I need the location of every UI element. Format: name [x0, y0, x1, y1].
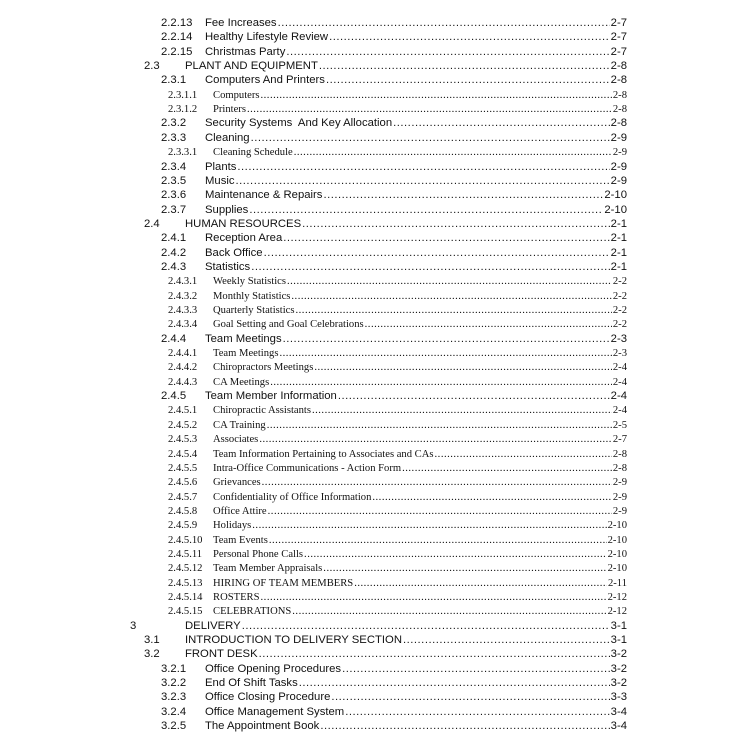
- toc-entry-number: 2.4.5.14: [168, 592, 203, 603]
- toc-entry-number: 2.2.14: [161, 31, 193, 44]
- toc-entry[interactable]: [168, 576, 627, 590]
- toc-entry-title: Plants: [205, 160, 237, 173]
- toc-entry-title: Computers: [213, 89, 260, 101]
- toc-entry-page: 2-9: [610, 174, 627, 187]
- toc-entry-number: 2.4.5.6: [168, 477, 198, 489]
- toc-entry-title: Office Opening Procedures: [205, 662, 342, 675]
- toc-entry-number: 2.4.5.1: [168, 405, 198, 417]
- toc-entry-number: 2.4.5.4: [168, 448, 198, 460]
- dot-leader: [402, 462, 612, 475]
- dot-leader: [237, 161, 609, 174]
- toc-entry-number: 2.4.1: [161, 232, 187, 245]
- toc-entry[interactable]: [161, 73, 627, 87]
- toc-entry-title: Grievances: [213, 477, 261, 489]
- toc-entry[interactable]: [168, 475, 627, 489]
- toc-entry-page: 2-10: [604, 203, 627, 216]
- toc-entry-title: Team Events: [213, 534, 268, 546]
- toc-entry-page: 3-2: [610, 648, 627, 661]
- toc-entry-number: 2.4.4: [161, 332, 187, 345]
- toc-entry[interactable]: [161, 131, 627, 145]
- toc-entry-page: 2-10: [607, 548, 627, 560]
- toc-entry[interactable]: [168, 533, 627, 547]
- toc-entry[interactable]: [168, 461, 627, 475]
- toc-entry-title: Quarterly Statistics: [213, 305, 295, 316]
- toc-entry-title: Christmas Party: [205, 45, 286, 58]
- toc-entry[interactable]: [161, 690, 627, 704]
- toc-entry-number: 2.4.5.13: [168, 577, 203, 589]
- toc-entry-page: 3-1: [610, 634, 627, 647]
- toc-entry-title: Confidentiality of Office Information: [213, 491, 372, 503]
- toc-entry[interactable]: [161, 260, 627, 274]
- toc-entry-page: 3-2: [610, 677, 627, 690]
- toc-entry-number: 3.2.4: [161, 705, 187, 718]
- dot-leader: [294, 146, 612, 159]
- toc-entry[interactable]: [161, 160, 627, 174]
- toc-entry-title: Healthy Lifestyle Review: [205, 31, 329, 44]
- toc-entry[interactable]: [168, 604, 627, 618]
- toc-entry-page: 2-5: [612, 419, 627, 431]
- toc-entry[interactable]: [161, 116, 627, 130]
- toc-entry-page: 2-3: [612, 348, 627, 360]
- dot-leader: [259, 433, 612, 446]
- toc-entry-number: 2.4.5.8: [168, 505, 198, 517]
- dot-leader: [365, 318, 612, 331]
- dot-leader: [319, 60, 610, 73]
- toc-entry-title: Reception Area: [205, 232, 283, 245]
- toc-entry-number: 2.4.5.9: [168, 520, 198, 532]
- dot-leader: [264, 247, 610, 260]
- toc-entry[interactable]: [168, 303, 627, 317]
- toc-entry-page: 2-7: [610, 17, 627, 29]
- toc-entry-number: 2.3.1.2: [168, 104, 198, 116]
- dot-leader: [283, 232, 609, 245]
- dot-leader: [435, 448, 612, 461]
- toc-entry-page: 2-9: [612, 147, 627, 159]
- toc-entry-page: 3-3: [610, 691, 627, 704]
- toc-entry[interactable]: [161, 705, 627, 719]
- dot-leader: [302, 218, 610, 231]
- toc-entry-title: FRONT DESK: [185, 648, 258, 661]
- toc-entry[interactable]: [161, 389, 627, 403]
- toc-entry-page: 2-8: [612, 448, 627, 460]
- toc-entry[interactable]: [168, 145, 627, 159]
- dot-leader: [403, 634, 610, 647]
- dot-leader: [314, 361, 612, 374]
- toc-entry-title: Team Information Pertaining to Associates and CAs: [213, 448, 434, 460]
- toc-entry-title: Chiropractic Assistants: [213, 405, 311, 417]
- toc-entry-title: Office Attire: [213, 505, 267, 517]
- toc-entry-number: 2.3.3.1: [168, 147, 198, 159]
- toc-entry-title: Team Meetings: [213, 348, 279, 360]
- toc-entry-number: 3.2.2: [161, 677, 187, 690]
- dot-leader: [323, 562, 606, 575]
- toc-entry-number: 3.2: [144, 648, 160, 661]
- toc-entry-page: 2-8: [612, 462, 627, 474]
- toc-entry-title: DELIVERY: [185, 619, 241, 632]
- dot-leader: [279, 347, 611, 360]
- toc-entry-title: CA Training: [213, 419, 266, 431]
- dot-leader: [323, 189, 603, 202]
- toc-entry[interactable]: [161, 662, 627, 676]
- toc-entry-title: ROSTERS: [213, 592, 260, 603]
- toc-entry-page: 2-4: [612, 405, 627, 417]
- toc-entry-number: 3.1: [144, 634, 160, 647]
- toc-entry-title: Goal Setting and Goal Celebrations: [213, 319, 364, 331]
- toc-entry-page: 2-8: [610, 60, 627, 73]
- dot-leader: [262, 476, 612, 489]
- toc-entry[interactable]: [168, 317, 627, 331]
- toc-entry-title: HIRING OF TEAM MEMBERS: [213, 577, 354, 589]
- toc-entry-page: 2-4: [610, 390, 627, 403]
- toc-entry[interactable]: [168, 102, 627, 116]
- dot-leader: [267, 419, 612, 432]
- toc-entry[interactable]: [144, 633, 627, 647]
- dot-leader: [345, 706, 609, 719]
- dot-leader: [304, 548, 607, 561]
- dot-leader: [354, 577, 607, 590]
- toc-entry[interactable]: [168, 289, 627, 303]
- dot-leader: [287, 275, 612, 288]
- toc-entry[interactable]: [168, 590, 627, 604]
- toc-entry-page: 2-9: [610, 160, 627, 173]
- toc-entry[interactable]: [161, 203, 627, 217]
- toc-entry-page: 2-2: [612, 276, 627, 288]
- toc-entry-number: 2.4.5.15: [168, 606, 203, 618]
- toc-entry[interactable]: [161, 45, 627, 59]
- dot-leader: [372, 491, 612, 504]
- toc-entry-page: 3-2: [610, 662, 627, 675]
- toc-entry-number: 2.2.13: [161, 17, 193, 29]
- dot-leader: [236, 175, 610, 188]
- toc-entry[interactable]: [144, 217, 627, 231]
- toc-entry[interactable]: [168, 518, 627, 532]
- toc-entry[interactable]: [168, 346, 627, 360]
- toc-entry-number: 2.3.1: [161, 74, 187, 87]
- toc-entry-page: 2-10: [607, 534, 627, 546]
- dot-leader: [299, 677, 610, 690]
- dot-leader: [252, 519, 606, 532]
- toc-entry-page: 2-4: [612, 376, 627, 388]
- toc-entry-number: 2.2.15: [161, 45, 193, 58]
- toc-entry-page: 2-8: [610, 74, 627, 87]
- toc-entry-number: 2.3.1.1: [168, 89, 198, 101]
- toc-entry[interactable]: [161, 30, 627, 44]
- toc-entry-page: 2-9: [612, 505, 627, 517]
- toc-entry-title: Printers: [213, 104, 246, 116]
- toc-entry-page: 2-9: [612, 491, 627, 503]
- toc-entry-title: Personal Phone Calls: [213, 548, 304, 560]
- toc-entry-number: 2.4.4.3: [168, 376, 198, 388]
- toc-entry-page: 2-8: [610, 117, 627, 130]
- toc-entry-title: CA Meetings: [213, 376, 270, 388]
- toc-entry[interactable]: [161, 231, 627, 245]
- toc-entry-page: 3-4: [610, 720, 627, 733]
- toc-entry-page: 2-2: [612, 305, 627, 316]
- toc-entry-number: 3: [130, 619, 137, 632]
- toc-entry-number: 2.4.2: [161, 246, 187, 259]
- toc-entry-number: 2.4.5.7: [168, 491, 198, 503]
- dot-leader: [283, 333, 610, 346]
- toc-entry-page: 2-12: [607, 606, 627, 618]
- dot-leader: [261, 591, 607, 604]
- toc-entry-page: 2-2: [612, 319, 627, 331]
- toc-entry-title: Computers And Printers: [205, 74, 325, 87]
- dot-leader: [247, 103, 612, 116]
- toc-entry-page: 2-9: [610, 131, 627, 144]
- toc-entry-number: 2.4.5.10: [168, 534, 203, 546]
- toc-entry[interactable]: [161, 719, 627, 733]
- toc-entry-page: 2-7: [610, 45, 627, 58]
- toc-entry-title: Intra-Office Communications - Action Form: [213, 462, 402, 474]
- toc-entry-title: Supplies: [205, 203, 249, 216]
- dot-leader: [331, 691, 609, 704]
- toc-entry-page: 3-1: [610, 619, 627, 632]
- toc-entry-title: Office Closing Procedure: [205, 691, 331, 704]
- toc-entry-title: Team Meetings: [205, 332, 282, 345]
- dot-leader: [312, 404, 612, 417]
- toc-entry-page: 2-10: [604, 189, 627, 202]
- toc-entry-number: 2.4.5.3: [168, 434, 198, 446]
- toc-entry-title: PLANT AND EQUIPMENT: [185, 60, 318, 73]
- toc-entry[interactable]: [168, 88, 627, 102]
- toc-entry-number: 2.4.3.3: [168, 305, 198, 316]
- toc-entry-page: 2-3: [610, 332, 627, 345]
- toc-entry[interactable]: [168, 547, 627, 561]
- toc-entry-title: Associates: [213, 434, 259, 446]
- toc-entry-number: 2.3.4: [161, 160, 187, 173]
- dot-leader: [326, 74, 610, 87]
- toc-entry-page: 2-7: [612, 434, 627, 446]
- toc-entry[interactable]: [161, 188, 627, 202]
- toc-entry[interactable]: [168, 561, 627, 575]
- dot-leader: [278, 17, 610, 30]
- toc-entry[interactable]: [168, 403, 627, 417]
- toc-entry-title: Team Member Information: [205, 390, 337, 403]
- dot-leader: [259, 648, 610, 661]
- dot-leader: [296, 304, 612, 317]
- toc-entry-page: 2-1: [610, 246, 627, 259]
- toc-entry[interactable]: [168, 418, 627, 432]
- toc-entry[interactable]: [161, 676, 627, 690]
- dot-leader: [338, 390, 610, 403]
- toc-entry-title: Music: [205, 174, 235, 187]
- toc-entry-page: 2-1: [610, 217, 627, 230]
- toc-entry-number: 2.4.3.1: [168, 276, 198, 288]
- toc-entry-number: 2.3: [144, 60, 160, 73]
- toc-entry[interactable]: [144, 647, 627, 661]
- toc-entry-title: Security Systems And Key Allocation: [205, 117, 393, 130]
- dot-leader: [286, 46, 609, 59]
- toc-entry-title: Cleaning Schedule: [213, 147, 293, 159]
- toc-entry-number: 3.2.3: [161, 691, 187, 704]
- toc-entry-title: Cleaning: [205, 131, 250, 144]
- toc-entry-title: Fee Increases: [205, 17, 277, 29]
- toc-entry-title: Statistics: [205, 260, 251, 273]
- toc-entry[interactable]: [168, 375, 627, 389]
- toc-entry-number: 2.4.5: [161, 390, 187, 403]
- toc-entry[interactable]: [161, 246, 627, 260]
- toc-entry-page: 2-10: [607, 563, 627, 575]
- toc-entry-number: 2.4: [144, 217, 160, 230]
- toc-entry-number: 2.3.5: [161, 174, 187, 187]
- toc-entry-number: 2.4.3.2: [168, 290, 198, 302]
- toc-entry[interactable]: [161, 332, 627, 346]
- toc-entry[interactable]: [168, 432, 627, 446]
- toc-entry-title: Holidays: [213, 520, 252, 532]
- toc-entry[interactable]: [168, 360, 627, 374]
- toc-entry-number: 2.4.5.5: [168, 462, 198, 474]
- toc-entry-number: 3.2.1: [161, 662, 187, 675]
- toc-entry-title: Weekly Statistics: [213, 276, 286, 288]
- toc-entry-page: 2-8: [612, 89, 627, 101]
- toc-entry-page: 2-9: [612, 477, 627, 489]
- toc-entry-page: 2-8: [612, 104, 627, 116]
- toc-entry-number: 2.4.5.12: [168, 563, 203, 575]
- toc-entry-number: 2.4.4.1: [168, 348, 198, 360]
- toc-entry[interactable]: [168, 274, 627, 288]
- toc-entry-title: Monthly Statistics: [213, 290, 291, 302]
- toc-entry[interactable]: [130, 619, 627, 633]
- dot-leader: [249, 204, 603, 217]
- toc-entry-title: Office Management System: [205, 705, 345, 718]
- toc-entry[interactable]: [168, 490, 627, 504]
- dot-leader: [320, 720, 609, 733]
- toc-entry[interactable]: [161, 174, 627, 188]
- dot-leader: [242, 620, 610, 633]
- toc-entry-page: 2-1: [610, 232, 627, 245]
- toc-entry[interactable]: [161, 16, 627, 30]
- dot-leader: [268, 505, 612, 518]
- dot-leader: [269, 534, 607, 547]
- toc-entry-number: 2.3.3: [161, 131, 187, 144]
- dot-leader: [251, 132, 610, 145]
- toc-entry-title: Team Member Appraisals: [213, 563, 323, 575]
- toc-entry-title: End Of Shift Tasks: [205, 677, 298, 690]
- toc-entry-number: 3.2.5: [161, 720, 187, 733]
- dot-leader: [342, 663, 610, 676]
- dot-leader: [251, 261, 609, 274]
- toc-entry[interactable]: [168, 447, 627, 461]
- toc-entry[interactable]: [168, 504, 627, 518]
- toc-entry-title: CELEBRATIONS: [213, 606, 292, 618]
- dot-leader: [292, 605, 606, 618]
- toc-entry-title: INTRODUCTION TO DELIVERY SECTION: [185, 634, 402, 647]
- toc-entry-page: 2-1: [610, 260, 627, 273]
- dot-leader: [329, 31, 610, 44]
- toc-entry-number: 2.4.3: [161, 260, 187, 273]
- toc-entry-number: 2.3.6: [161, 189, 187, 202]
- toc-entry-number: 2.3.7: [161, 203, 187, 216]
- toc-entry-number: 2.3.2: [161, 117, 187, 130]
- toc-entry-number: 2.4.3.4: [168, 319, 198, 331]
- toc-entry-page: 3-4: [610, 705, 627, 718]
- dot-leader: [261, 89, 612, 102]
- toc-entry-page: 2-11: [607, 577, 627, 589]
- toc-entry-title: Maintenance & Repairs: [205, 189, 323, 202]
- toc-entry-title: Chiropractors Meetings: [213, 362, 314, 374]
- toc-entry-title: HUMAN RESOURCES: [185, 217, 302, 230]
- dot-leader: [270, 376, 612, 389]
- toc-entry-number: 2.4.5.2: [168, 419, 198, 431]
- dot-leader: [393, 117, 610, 130]
- toc-entry-title: The Appointment Book: [205, 720, 320, 733]
- toc-entry-page: 2-7: [610, 31, 627, 44]
- toc-entry-page: 2-4: [612, 362, 627, 374]
- toc-entry-number: 2.4.4.2: [168, 362, 198, 374]
- toc-entry-number: 2.4.5.11: [168, 548, 203, 560]
- toc-entry-page: 2-10: [607, 520, 627, 532]
- toc-entry-page: 2-12: [607, 592, 627, 603]
- toc-entry-title: Back Office: [205, 246, 263, 259]
- dot-leader: [291, 290, 611, 303]
- toc-entry-page: 2-2: [612, 290, 627, 302]
- toc-entry[interactable]: [144, 59, 627, 73]
